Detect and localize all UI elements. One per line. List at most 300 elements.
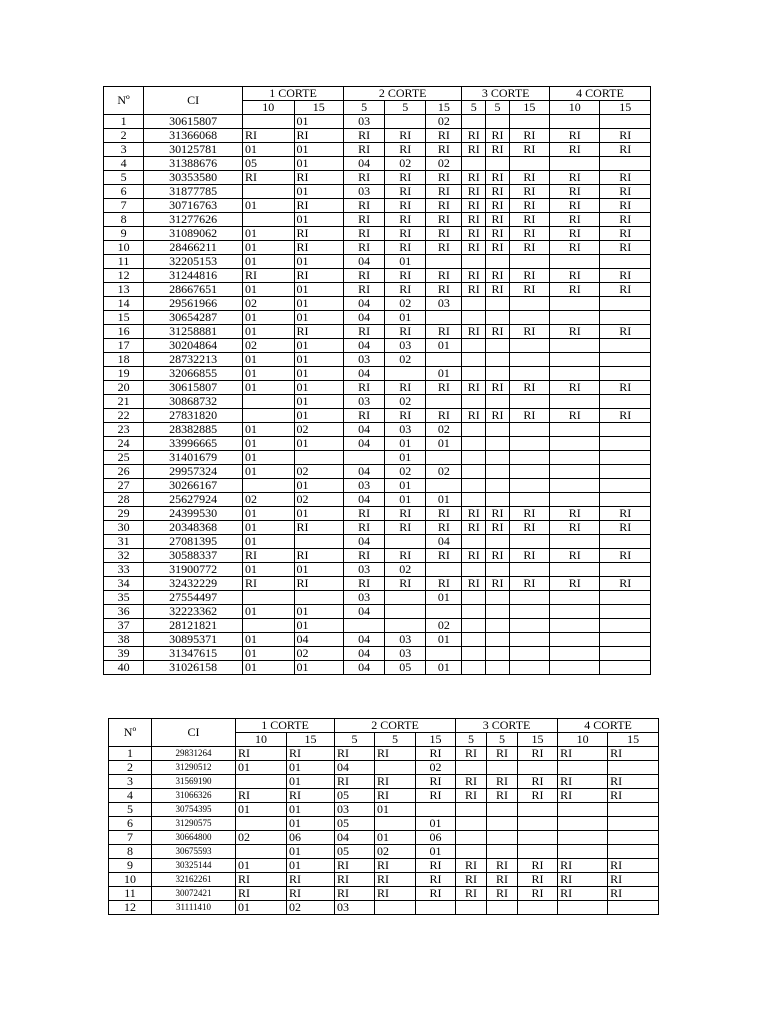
grade-cell: RI	[287, 747, 335, 761]
row-number: 20	[104, 381, 144, 395]
grade-cell	[608, 831, 659, 845]
table-row	[104, 227, 651, 241]
grade-cell: 04	[343, 157, 384, 171]
grade-cell	[462, 647, 486, 661]
grade-cell	[236, 775, 287, 789]
grade-cell: 01	[294, 661, 343, 675]
grade-cell	[486, 619, 510, 633]
grade-cell: 04	[343, 493, 384, 507]
grade-cell: 03	[385, 423, 426, 437]
grade-cell: 01	[375, 831, 416, 845]
grade-cell	[608, 803, 659, 817]
grade-cell: RI	[294, 227, 343, 241]
grade-cell	[549, 535, 599, 549]
subheader-cell: 10	[549, 101, 599, 115]
grade-cell: RI	[558, 887, 608, 901]
grade-cell: RI	[509, 325, 549, 339]
grade-cell: 02	[385, 297, 426, 311]
grade-cell: RI	[487, 873, 518, 887]
grade-cell: RI	[375, 747, 416, 761]
grade-cell	[462, 353, 486, 367]
grade-cell	[243, 115, 295, 129]
ci-cell: 30895371	[144, 633, 243, 647]
grade-cell: RI	[509, 171, 549, 185]
grade-cell: 01	[243, 283, 295, 297]
grade-cell: RI	[375, 789, 416, 803]
grade-cell: 02	[426, 465, 462, 479]
grade-cell: RI	[558, 873, 608, 887]
grade-cell	[486, 535, 510, 549]
table-row	[109, 817, 659, 831]
grade-cell	[549, 633, 599, 647]
grade-cell: RI	[608, 747, 659, 761]
grade-cell	[600, 591, 651, 605]
grade-cell: 03	[385, 633, 426, 647]
table-row	[104, 283, 651, 297]
grade-cell	[549, 395, 599, 409]
table-row	[109, 775, 659, 789]
grade-cell: RI	[385, 227, 426, 241]
row-number: 37	[104, 619, 144, 633]
subheader-cell: 5	[375, 733, 416, 747]
ci-cell: 30353580	[144, 171, 243, 185]
grade-cell	[600, 367, 651, 381]
grade-cell	[509, 535, 549, 549]
grade-cell: 01	[416, 817, 456, 831]
grade-cell	[600, 661, 651, 675]
grade-cell	[426, 255, 462, 269]
grade-cell: 04	[294, 633, 343, 647]
grade-cell	[600, 451, 651, 465]
row-number: 9	[109, 859, 152, 873]
grade-cell: 01	[236, 901, 287, 915]
grade-cell: RI	[462, 283, 486, 297]
grade-cell: RI	[486, 521, 510, 535]
table-row	[104, 325, 651, 339]
grade-cell	[462, 493, 486, 507]
grade-cell	[426, 647, 462, 661]
grade-cell	[600, 339, 651, 353]
grade-cell: 05	[335, 817, 375, 831]
grade-cell: 01	[243, 311, 295, 325]
grade-cell: 01	[243, 367, 295, 381]
grade-cell	[509, 493, 549, 507]
grade-cell: RI	[385, 213, 426, 227]
grade-cell	[600, 563, 651, 577]
grade-cell: 01	[426, 661, 462, 675]
grade-cell: 01	[426, 591, 462, 605]
grade-cell	[462, 423, 486, 437]
grade-cell	[600, 479, 651, 493]
table-row	[109, 873, 659, 887]
grade-cell: 01	[294, 143, 343, 157]
table-row	[104, 185, 651, 199]
grade-cell	[600, 423, 651, 437]
ci-cell: 29561966	[144, 297, 243, 311]
ci-cell: 24399530	[144, 507, 243, 521]
subheader-cell: 15	[426, 101, 462, 115]
grade-cell: RI	[462, 171, 486, 185]
grade-cell: RI	[462, 507, 486, 521]
ci-cell: 31569190	[152, 775, 236, 789]
table-row	[109, 761, 659, 775]
grade-cell	[486, 493, 510, 507]
grade-cell: RI	[343, 283, 384, 297]
row-number: 34	[104, 577, 144, 591]
row-number: 5	[104, 171, 144, 185]
grade-cell: RI	[416, 859, 456, 873]
grade-cell: RI	[549, 143, 599, 157]
ci-cell: 30615807	[144, 381, 243, 395]
grade-cell	[462, 367, 486, 381]
grade-cell	[509, 661, 549, 675]
grade-cell	[243, 479, 295, 493]
grade-cell	[486, 437, 510, 451]
grade-cell: RI	[343, 577, 384, 591]
grade-cell: 01	[243, 507, 295, 521]
grade-cell: 04	[343, 661, 384, 675]
grade-cell: RI	[549, 507, 599, 521]
grade-cell: 04	[343, 605, 384, 619]
grade-cell: RI	[509, 269, 549, 283]
grade-cell: 01	[375, 803, 416, 817]
ci-cell: 31388676	[144, 157, 243, 171]
grade-cell: RI	[600, 171, 651, 185]
grade-cell	[600, 115, 651, 129]
grade-cell: RI	[518, 775, 558, 789]
ci-cell: 32066855	[144, 367, 243, 381]
grade-cell	[456, 761, 487, 775]
grade-cell: 04	[343, 633, 384, 647]
grade-cell	[243, 213, 295, 227]
row-number: 2	[104, 129, 144, 143]
grade-cell: RI	[426, 269, 462, 283]
grade-cell: RI	[486, 185, 510, 199]
grade-cell: 05	[243, 157, 295, 171]
grade-cell: 02	[385, 353, 426, 367]
grade-cell: 04	[343, 311, 384, 325]
grade-cell: RI	[385, 409, 426, 423]
grade-cell	[509, 647, 549, 661]
grade-cell: RI	[343, 199, 384, 213]
grade-cell: RI	[549, 409, 599, 423]
grade-cell: RI	[385, 199, 426, 213]
grade-cell: RI	[462, 577, 486, 591]
grade-cell	[549, 619, 599, 633]
grade-cell	[509, 451, 549, 465]
grade-cell	[509, 297, 549, 311]
ci-cell: 31111410	[152, 901, 236, 915]
grade-cell: 01	[294, 507, 343, 521]
grade-cell: 01	[243, 647, 295, 661]
grade-cell: 01	[294, 563, 343, 577]
grade-cell: RI	[343, 129, 384, 143]
grade-cell: RI	[236, 747, 287, 761]
grade-cell	[558, 831, 608, 845]
grade-cell: 05	[335, 845, 375, 859]
grade-cell	[426, 605, 462, 619]
grade-cell	[486, 423, 510, 437]
row-number: 5	[109, 803, 152, 817]
grade-cell: RI	[608, 789, 659, 803]
row-number: 19	[104, 367, 144, 381]
grade-cell: RI	[600, 227, 651, 241]
row-number: 32	[104, 549, 144, 563]
grade-cell: 01	[426, 633, 462, 647]
subheader-cell: 5	[462, 101, 486, 115]
grade-cell: RI	[549, 199, 599, 213]
grade-cell	[486, 395, 510, 409]
grade-cell: RI	[294, 129, 343, 143]
row-number: 16	[104, 325, 144, 339]
grade-cell	[294, 591, 343, 605]
grade-cell	[509, 619, 549, 633]
table-row	[104, 171, 651, 185]
grade-cell: 04	[343, 423, 384, 437]
grade-cell	[549, 437, 599, 451]
grade-cell	[558, 817, 608, 831]
row-number: 3	[109, 775, 152, 789]
grade-cell	[518, 761, 558, 775]
grade-cell: RI	[486, 409, 510, 423]
grade-cell: RI	[487, 789, 518, 803]
row-number: 11	[104, 255, 144, 269]
grade-cell: RI	[287, 789, 335, 803]
grade-cell: 02	[243, 339, 295, 353]
grade-cell	[600, 647, 651, 661]
grade-cell	[509, 353, 549, 367]
ci-cell: 31258881	[144, 325, 243, 339]
grade-cell: 01	[236, 859, 287, 873]
grade-cell	[462, 311, 486, 325]
grade-cell	[509, 633, 549, 647]
grade-cell: 02	[243, 493, 295, 507]
grade-cell: RI	[243, 577, 295, 591]
row-number: 21	[104, 395, 144, 409]
table-row	[104, 423, 651, 437]
grade-cell	[487, 831, 518, 845]
grade-cell	[509, 311, 549, 325]
grade-cell: 01	[385, 451, 426, 465]
grade-cell: RI	[608, 887, 659, 901]
grade-cell	[509, 465, 549, 479]
ci-cell: 31290575	[152, 817, 236, 831]
grade-cell	[426, 451, 462, 465]
grade-cell: RI	[456, 859, 487, 873]
grade-cell	[600, 633, 651, 647]
grade-cell: RI	[294, 577, 343, 591]
table-body	[109, 747, 659, 915]
grade-cell: RI	[426, 507, 462, 521]
grade-cell	[456, 831, 487, 845]
grade-cell: 04	[335, 831, 375, 845]
grade-cell: 01	[385, 493, 426, 507]
grade-cell: 01	[243, 521, 295, 535]
grade-cell: RI	[509, 129, 549, 143]
header-number: Nº	[104, 87, 144, 115]
grade-cell: 06	[287, 831, 335, 845]
grade-cell: RI	[243, 269, 295, 283]
grade-cell: RI	[486, 199, 510, 213]
table-row	[104, 213, 651, 227]
ci-cell: 31244816	[144, 269, 243, 283]
grade-cell: RI	[509, 227, 549, 241]
grade-cell: 01	[287, 817, 335, 831]
ci-cell: 28382885	[144, 423, 243, 437]
ci-cell: 32432229	[144, 577, 243, 591]
grade-cell: RI	[518, 887, 558, 901]
grade-cell: RI	[558, 789, 608, 803]
grade-cell: RI	[343, 227, 384, 241]
grade-cell: 03	[343, 591, 384, 605]
grade-cell: RI	[462, 185, 486, 199]
grade-cell: RI	[385, 521, 426, 535]
grade-cell	[509, 157, 549, 171]
grade-cell: 02	[294, 647, 343, 661]
ci-cell: 31366068	[144, 129, 243, 143]
grade-cell: RI	[486, 325, 510, 339]
table-row	[104, 129, 651, 143]
grade-cell: RI	[509, 381, 549, 395]
grade-cell: 01	[243, 437, 295, 451]
grade-cell	[509, 437, 549, 451]
grade-cell: RI	[608, 873, 659, 887]
grade-cell	[243, 185, 295, 199]
grade-cell	[385, 115, 426, 129]
grade-cell	[486, 297, 510, 311]
grade-cell	[549, 339, 599, 353]
grade-cell	[549, 563, 599, 577]
grade-cell: RI	[558, 859, 608, 873]
grade-cell	[462, 563, 486, 577]
grade-cell: 04	[343, 255, 384, 269]
grade-cell: RI	[343, 171, 384, 185]
table-row	[104, 395, 651, 409]
row-number: 8	[109, 845, 152, 859]
grade-cell: 03	[335, 803, 375, 817]
grade-cell: RI	[385, 283, 426, 297]
grade-cell	[243, 409, 295, 423]
grade-cell	[416, 803, 456, 817]
row-number: 4	[104, 157, 144, 171]
grade-cell: RI	[343, 213, 384, 227]
grade-cell: 04	[343, 647, 384, 661]
grade-cell	[549, 465, 599, 479]
grade-cell: RI	[600, 577, 651, 591]
grade-cell: RI	[600, 143, 651, 157]
grade-cell: RI	[600, 185, 651, 199]
grade-cell: RI	[509, 143, 549, 157]
ci-cell: 32223362	[144, 605, 243, 619]
grade-cell: RI	[600, 325, 651, 339]
grade-cell: RI	[487, 747, 518, 761]
grade-cell: RI	[243, 129, 295, 143]
row-number: 36	[104, 605, 144, 619]
grade-cell	[549, 115, 599, 129]
grade-cell: 02	[416, 761, 456, 775]
row-number: 8	[104, 213, 144, 227]
grade-cell: RI	[549, 283, 599, 297]
row-number: 23	[104, 423, 144, 437]
table-row	[104, 591, 651, 605]
grade-cell	[456, 817, 487, 831]
grade-cell: RI	[243, 171, 295, 185]
table-row	[109, 887, 659, 901]
grade-cell: 01	[426, 437, 462, 451]
grade-cell: RI	[558, 747, 608, 761]
grade-cell: 01	[243, 255, 295, 269]
grade-cell	[509, 115, 549, 129]
grade-cell: RI	[426, 381, 462, 395]
grade-cell: RI	[385, 241, 426, 255]
table-row	[104, 605, 651, 619]
grade-cell: RI	[236, 873, 287, 887]
grade-cell: RI	[426, 171, 462, 185]
grade-cell: 01	[426, 493, 462, 507]
table-row	[109, 789, 659, 803]
grade-cell: RI	[294, 199, 343, 213]
ci-cell: 30204864	[144, 339, 243, 353]
grade-cell: RI	[426, 143, 462, 157]
grade-cell: RI	[549, 381, 599, 395]
ci-cell: 30664800	[152, 831, 236, 845]
grade-cell: 03	[385, 647, 426, 661]
table-row	[104, 409, 651, 423]
grade-cell: RI	[509, 507, 549, 521]
grade-cell: RI	[426, 213, 462, 227]
grade-cell: RI	[335, 887, 375, 901]
row-number: 22	[104, 409, 144, 423]
grade-cell: RI	[416, 775, 456, 789]
grade-cell	[549, 591, 599, 605]
grade-cell: RI	[462, 325, 486, 339]
row-number: 40	[104, 661, 144, 675]
table-row	[104, 115, 651, 129]
grade-cell: RI	[462, 129, 486, 143]
table-row	[104, 143, 651, 157]
header-corte-4: 4 CORTE	[558, 719, 659, 733]
grade-cell: RI	[294, 549, 343, 563]
grade-cell	[456, 803, 487, 817]
grade-cell: 01	[243, 381, 295, 395]
grade-cell	[294, 451, 343, 465]
table-row	[104, 549, 651, 563]
grade-cell	[549, 661, 599, 675]
row-number: 2	[109, 761, 152, 775]
grade-cell: 03	[426, 297, 462, 311]
row-number: 26	[104, 465, 144, 479]
ci-cell: 27831820	[144, 409, 243, 423]
table-body	[104, 115, 651, 675]
grade-cell: RI	[549, 241, 599, 255]
grade-cell	[343, 619, 384, 633]
grade-cell: 01	[385, 255, 426, 269]
grade-cell	[549, 311, 599, 325]
grade-cell	[462, 255, 486, 269]
grade-cell: RI	[462, 227, 486, 241]
grade-cell: RI	[486, 129, 510, 143]
row-number: 7	[109, 831, 152, 845]
row-number: 1	[109, 747, 152, 761]
grade-cell: RI	[385, 325, 426, 339]
ci-cell: 30588337	[144, 549, 243, 563]
grade-cell: RI	[456, 887, 487, 901]
grade-cell: RI	[375, 873, 416, 887]
ci-cell: 30125781	[144, 143, 243, 157]
table-row	[104, 381, 651, 395]
table-row	[104, 521, 651, 535]
table-row	[104, 339, 651, 353]
